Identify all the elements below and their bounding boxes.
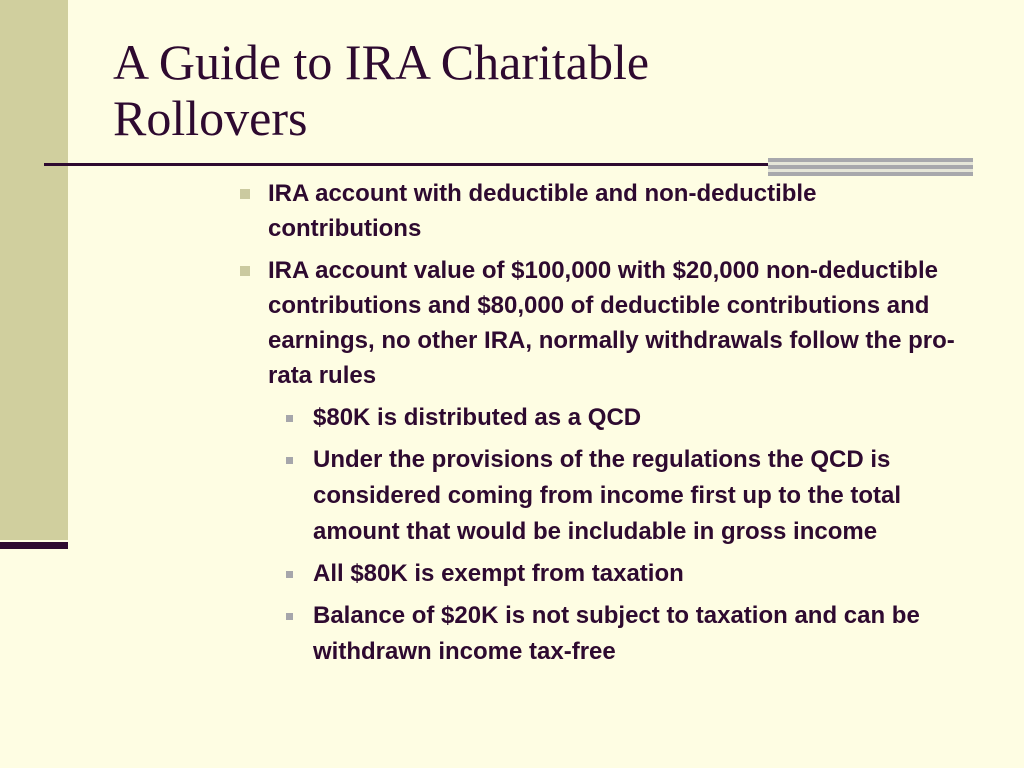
bullet-item — [240, 253, 975, 393]
small-square-bullet-icon — [286, 571, 293, 578]
sub-bullet-item — [286, 400, 975, 436]
small-square-bullet-icon — [286, 457, 293, 464]
square-bullet-icon — [240, 266, 250, 276]
bullet-text: IRA account with deductible and non-deductible contributions — [268, 180, 817, 242]
bullet-item — [240, 176, 975, 246]
sub-bullet-item — [286, 442, 975, 550]
small-square-bullet-icon — [286, 415, 293, 422]
sub-bullet-text: All $80K is exempt from taxation — [313, 560, 684, 587]
small-square-bullet-icon — [286, 613, 293, 620]
slide-body — [240, 176, 975, 676]
sub-bullet-text: Balance of $20K is not subject to taxation and can be withdrawn income tax-free — [313, 602, 920, 665]
sub-bullet-text: $80K is distributed as a QCD — [313, 404, 642, 431]
slide-title: A Guide to IRA Charitable Rollovers — [113, 34, 650, 146]
bullet-text: IRA account value of $100,000 with $20,000 non-deductible contributions and $80,000 of deductible contributions and earnings, no other IRA, normally withdrawals follow the pro-rata rules — [268, 257, 955, 389]
sub-bullet-item — [286, 556, 975, 592]
sub-bullet-text: Under the provisions of the regulations the QCD is considered coming from income first up to the total amount that would be includable in gross income — [313, 446, 902, 545]
sub-bullet-item — [286, 598, 975, 670]
title-underline-gray-stripes — [768, 158, 973, 176]
left-bar-accent-line — [0, 542, 68, 549]
left-decorative-bar — [0, 0, 68, 540]
square-bullet-icon — [240, 189, 250, 199]
title-underline — [44, 163, 768, 166]
